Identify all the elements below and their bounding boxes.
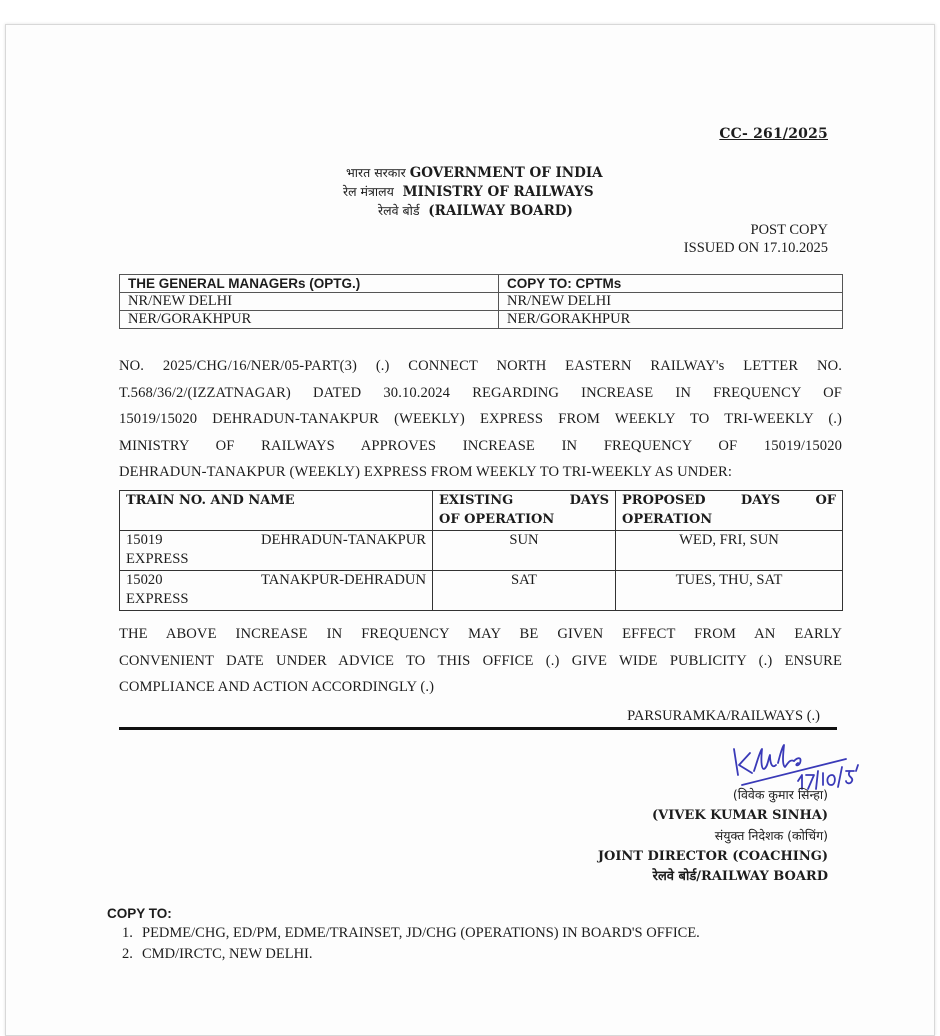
paragraph-line: 15019/15020 DEHRADUN-TANAKPUR (WEEKLY) EXPRESS FROM WEEKLY TO TRI-WEEKLY (.) [119, 411, 842, 428]
train-name-cell [120, 571, 433, 611]
train-table-header-row [120, 491, 843, 531]
list-item-number: 2. [122, 946, 133, 962]
header-board [378, 202, 573, 219]
train-name-line1: 15019 DEHRADUN-TANAKPUR [126, 532, 426, 548]
addressee-cell: NER/GORAKHPUR [120, 311, 499, 329]
addressees-header-gm: THE GENERAL MANAGERs (OPTG.) [120, 275, 499, 293]
header-board-hindi: रेलवे बोर्ड [378, 203, 420, 218]
body-paragraph-2 [119, 621, 842, 701]
train-name-line2: EXPRESS [126, 591, 189, 607]
list-item-text: PEDME/CHG, ED/PM, EDME/TRAINSET, JD/CHG (OPERATIONS) IN BOARD'S OFFICE. [142, 925, 700, 941]
paragraph-line: COMPLIANCE AND ACTION ACCORDINGLY (.) [119, 679, 435, 696]
header-ministry [343, 183, 594, 200]
signatory-name-hindi: (विवेक कुमार सिन्हा) [732, 787, 828, 802]
header-ministry-hindi: रेल मंत्रालय [343, 184, 394, 199]
list-item-number: 1. [122, 925, 133, 941]
paragraph-line: DEHRADUN-TANAKPUR (WEEKLY) EXPRESS FROM WEEKLY TO TRI-WEEKLY AS UNDER: [119, 464, 733, 481]
circular-number: CC- 261/2025 [719, 126, 828, 142]
horizontal-divider [119, 727, 837, 730]
header-existing-line1: EXISTING DAYS [439, 493, 609, 508]
existing-days-cell: SUN [433, 531, 616, 571]
train-name-line1: 15020 TANAKPUR-DEHRADUN [126, 572, 426, 588]
post-copy-label: POST COPY [750, 222, 828, 238]
header-train-name: TRAIN NO. AND NAME [120, 491, 433, 531]
addressees-header-copy: COPY TO: CPTMs [499, 275, 843, 293]
body-paragraph-1 [119, 353, 842, 486]
document-page [5, 24, 935, 1036]
paragraph-line: NO. 2025/CHG/16/NER/05-PART(3) (.) CONNECT NORTH EASTERN RAILWAY's LETTER NO. [119, 358, 842, 374]
proposed-days-cell: WED, FRI, SUN [616, 531, 843, 571]
table-row [120, 293, 843, 311]
signatory-office: रेलवे बोर्ड/RAILWAY BOARD [652, 869, 828, 884]
signatory-designation-english: JOINT DIRECTOR (COACHING) [597, 848, 828, 864]
paragraph-line: THE ABOVE INCREASE IN FREQUENCY MAY BE GIVEN EFFECT FROM AN EARLY [119, 626, 842, 642]
copy-to-list [122, 923, 700, 965]
list-item [122, 944, 700, 965]
table-row [120, 531, 843, 571]
header-existing-line2: OF OPERATION [439, 512, 555, 527]
signature-block [598, 785, 828, 888]
table-row [120, 571, 843, 611]
proposed-days-cell: TUES, THU, SAT [616, 571, 843, 611]
train-name-cell [120, 531, 433, 571]
header-proposed-line2: OPERATION [622, 512, 713, 527]
list-item [122, 923, 700, 944]
sign-off-reference: PARSURAMKA/RAILWAYS (.) [627, 708, 820, 724]
addressee-cell: NR/NEW DELHI [120, 293, 499, 311]
header-existing-days [433, 491, 616, 531]
header-ministry-english: MINISTRY OF RAILWAYS [402, 184, 594, 200]
signatory-designation-hindi: संयुक्त निदेशक (कोचिंग) [714, 828, 828, 843]
paragraph-line: CONVENIENT DATE UNDER ADVICE TO THIS OFFICE (.) GIVE WIDE PUBLICITY (.) ENSURE [119, 652, 842, 669]
list-item-text: CMD/IRCTC, NEW DELHI. [142, 946, 313, 962]
train-name-line2: EXPRESS [126, 551, 189, 567]
addressee-cell: NER/GORAKHPUR [499, 311, 843, 329]
header-government [346, 164, 603, 181]
addressee-cell: NR/NEW DELHI [499, 293, 843, 311]
header-government-english: GOVERNMENT OF INDIA [409, 165, 603, 181]
existing-days-cell: SAT [433, 571, 616, 611]
addressees-table [119, 274, 843, 329]
issued-date: ISSUED ON 17.10.2025 [683, 240, 828, 256]
copy-to-heading: COPY TO: [107, 906, 172, 921]
paragraph-line: MINISTRY OF RAILWAYS APPROVES INCREASE IN FREQUENCY OF 15019/15020 [119, 437, 842, 454]
addressees-header-row [120, 275, 843, 293]
paragraph-line: T.568/36/2/(IZZATNAGAR) DATED 30.10.2024 REGARDING INCREASE IN FREQUENCY OF [119, 384, 842, 401]
header-proposed-days [616, 491, 843, 531]
header-government-hindi: भारत सरकार [346, 165, 406, 180]
header-proposed-line1: PROPOSED DAYS OF [622, 493, 836, 508]
train-schedule-table [119, 490, 843, 611]
table-row [120, 311, 843, 329]
header-board-english: (RAILWAY BOARD) [428, 203, 573, 219]
signatory-name-english: (VIVEK KUMAR SINHA) [652, 807, 828, 823]
